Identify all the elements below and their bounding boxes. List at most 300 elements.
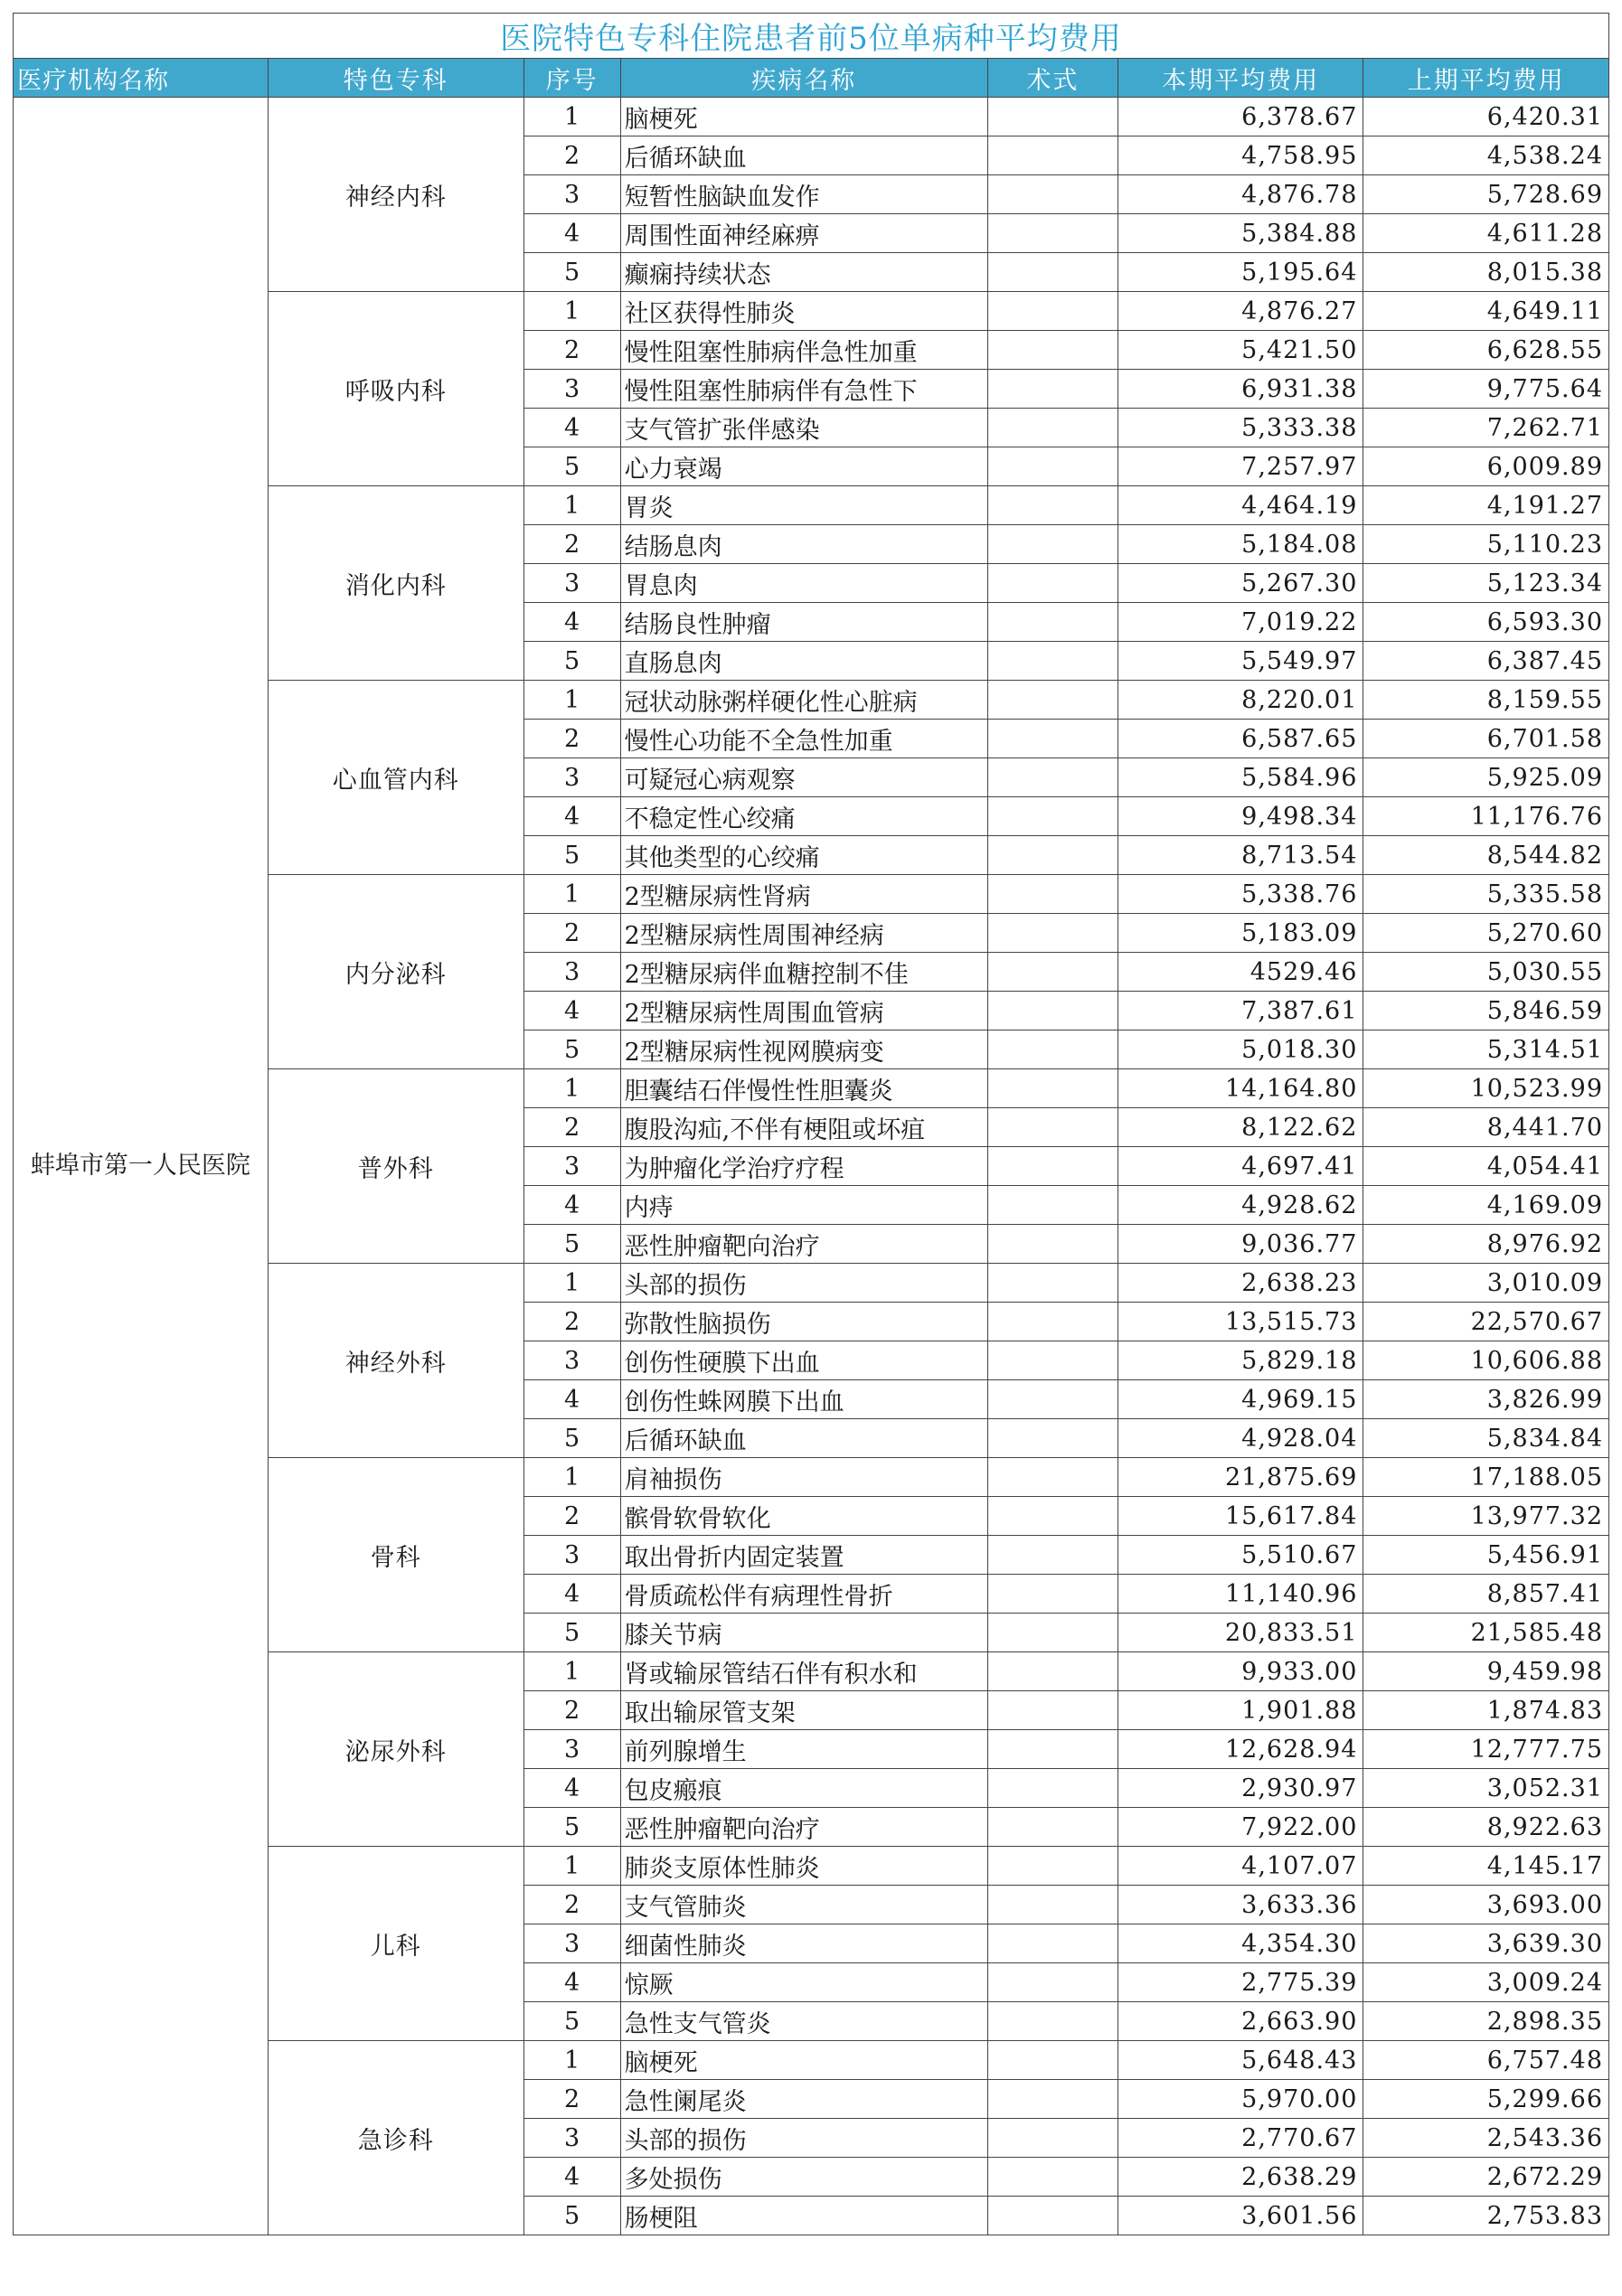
seq-cell: 3 <box>523 175 620 214</box>
disease-cell: 癫痫持续状态 <box>620 253 987 292</box>
disease-cell: 可疑冠心病观察 <box>620 758 987 797</box>
previous-cost-cell: 12,777.75 <box>1363 1730 1609 1769</box>
current-cost-cell: 7,387.61 <box>1117 992 1363 1030</box>
seq-cell: 2 <box>523 1303 620 1341</box>
disease-cell: 周围性面神经麻痹 <box>620 214 987 253</box>
procedure-cell <box>987 603 1117 642</box>
current-cost-cell: 8,220.01 <box>1117 681 1363 720</box>
procedure-cell <box>987 1769 1117 1808</box>
table-title: 医院特色专科住院患者前5位单病种平均费用 <box>14 14 1609 59</box>
procedure-cell <box>987 1264 1117 1303</box>
disease-cell: 肾或输尿管结石伴有积水和 <box>620 1652 987 1691</box>
seq-cell: 3 <box>523 1730 620 1769</box>
disease-cell: 直肠息肉 <box>620 642 987 681</box>
procedure-cell <box>987 1847 1117 1886</box>
seq-cell: 5 <box>523 1030 620 1069</box>
disease-cell: 不稳定性心绞痛 <box>620 797 987 836</box>
disease-cell: 肺炎支原体性肺炎 <box>620 1847 987 1886</box>
disease-cell: 前列腺增生 <box>620 1730 987 1769</box>
seq-cell: 2 <box>523 720 620 758</box>
previous-cost-cell: 5,925.09 <box>1363 758 1609 797</box>
current-cost-cell: 4,107.07 <box>1117 1847 1363 1886</box>
procedure-cell <box>987 720 1117 758</box>
header-current-cost: 本期平均费用 <box>1117 59 1363 98</box>
seq-cell: 1 <box>523 681 620 720</box>
disease-cell: 急性阑尾炎 <box>620 2080 987 2119</box>
seq-cell: 1 <box>523 1847 620 1886</box>
previous-cost-cell: 5,728.69 <box>1363 175 1609 214</box>
seq-cell: 1 <box>523 1069 620 1108</box>
procedure-cell <box>987 175 1117 214</box>
seq-cell: 4 <box>523 2158 620 2197</box>
seq-cell: 5 <box>523 1225 620 1264</box>
previous-cost-cell: 4,191.27 <box>1363 486 1609 525</box>
procedure-cell <box>987 525 1117 564</box>
current-cost-cell: 5,384.88 <box>1117 214 1363 253</box>
previous-cost-cell: 2,898.35 <box>1363 2002 1609 2041</box>
procedure-cell <box>987 2197 1117 2235</box>
current-cost-cell: 5,648.43 <box>1117 2041 1363 2080</box>
current-cost-cell: 4,928.04 <box>1117 1419 1363 1458</box>
seq-cell: 4 <box>523 603 620 642</box>
procedure-cell <box>987 486 1117 525</box>
procedure-cell <box>987 214 1117 253</box>
seq-cell: 3 <box>523 953 620 992</box>
previous-cost-cell: 17,188.05 <box>1363 1458 1609 1497</box>
seq-cell: 2 <box>523 914 620 953</box>
seq-cell: 3 <box>523 370 620 409</box>
disease-cell: 心力衰竭 <box>620 447 987 486</box>
previous-cost-cell: 22,570.67 <box>1363 1303 1609 1341</box>
procedure-cell <box>987 564 1117 603</box>
procedure-cell <box>987 914 1117 953</box>
disease-cell: 肠梗阻 <box>620 2197 987 2235</box>
current-cost-cell: 4529.46 <box>1117 953 1363 992</box>
current-cost-cell: 3,633.36 <box>1117 1886 1363 1924</box>
specialty-cell: 内分泌科 <box>268 875 523 1069</box>
disease-cell: 2型糖尿病性周围神经病 <box>620 914 987 953</box>
previous-cost-cell: 13,977.32 <box>1363 1497 1609 1536</box>
previous-cost-cell: 8,922.63 <box>1363 1808 1609 1847</box>
seq-cell: 5 <box>523 1808 620 1847</box>
current-cost-cell: 5,421.50 <box>1117 331 1363 370</box>
procedure-cell <box>987 2158 1117 2197</box>
current-cost-cell: 20,833.51 <box>1117 1614 1363 1652</box>
procedure-cell <box>987 1575 1117 1614</box>
disease-cell: 为肿瘤化学治疗疗程 <box>620 1147 987 1186</box>
procedure-cell <box>987 136 1117 175</box>
table-row <box>14 98 1609 136</box>
procedure-cell <box>987 1652 1117 1691</box>
specialty-cell: 神经外科 <box>268 1264 523 1458</box>
previous-cost-cell: 8,544.82 <box>1363 836 1609 875</box>
procedure-cell <box>987 1069 1117 1108</box>
current-cost-cell: 4,876.78 <box>1117 175 1363 214</box>
current-cost-cell: 4,758.95 <box>1117 136 1363 175</box>
procedure-cell <box>987 1458 1117 1497</box>
specialty-cell: 呼吸内科 <box>268 292 523 486</box>
previous-cost-cell: 6,009.89 <box>1363 447 1609 486</box>
seq-cell: 1 <box>523 486 620 525</box>
disease-cell: 创伤性蛛网膜下出血 <box>620 1380 987 1419</box>
seq-cell: 2 <box>523 136 620 175</box>
seq-cell: 4 <box>523 1186 620 1225</box>
disease-cell: 结肠息肉 <box>620 525 987 564</box>
current-cost-cell: 9,036.77 <box>1117 1225 1363 1264</box>
procedure-cell <box>987 1886 1117 1924</box>
procedure-cell <box>987 1497 1117 1536</box>
current-cost-cell: 6,378.67 <box>1117 98 1363 136</box>
procedure-cell <box>987 1186 1117 1225</box>
previous-cost-cell: 8,976.92 <box>1363 1225 1609 1264</box>
current-cost-cell: 15,617.84 <box>1117 1497 1363 1536</box>
current-cost-cell: 5,195.64 <box>1117 253 1363 292</box>
current-cost-cell: 2,638.23 <box>1117 1264 1363 1303</box>
procedure-cell <box>987 1536 1117 1575</box>
disease-cell: 慢性心功能不全急性加重 <box>620 720 987 758</box>
specialty-cell: 神经内科 <box>268 98 523 292</box>
seq-cell: 1 <box>523 2041 620 2080</box>
seq-cell: 2 <box>523 1497 620 1536</box>
disease-cell: 内痔 <box>620 1186 987 1225</box>
current-cost-cell: 11,140.96 <box>1117 1575 1363 1614</box>
procedure-cell <box>987 681 1117 720</box>
procedure-cell <box>987 1108 1117 1147</box>
disease-cell: 慢性阻塞性肺病伴有急性下 <box>620 370 987 409</box>
current-cost-cell: 4,928.62 <box>1117 1186 1363 1225</box>
disease-cell: 支气管扩张伴感染 <box>620 409 987 447</box>
disease-cell: 创伤性硬膜下出血 <box>620 1341 987 1380</box>
disease-cell: 脑梗死 <box>620 98 987 136</box>
previous-cost-cell: 8,441.70 <box>1363 1108 1609 1147</box>
procedure-cell <box>987 992 1117 1030</box>
current-cost-cell: 2,775.39 <box>1117 1963 1363 2002</box>
current-cost-cell: 8,713.54 <box>1117 836 1363 875</box>
seq-cell: 4 <box>523 409 620 447</box>
seq-cell: 3 <box>523 758 620 797</box>
disease-cell: 胆囊结石伴慢性性胆囊炎 <box>620 1069 987 1108</box>
previous-cost-cell: 1,874.83 <box>1363 1691 1609 1730</box>
spreadsheet <box>13 13 1609 2235</box>
seq-cell: 5 <box>523 447 620 486</box>
previous-cost-cell: 8,159.55 <box>1363 681 1609 720</box>
seq-cell: 4 <box>523 1963 620 2002</box>
previous-cost-cell: 6,628.55 <box>1363 331 1609 370</box>
disease-cell: 头部的损伤 <box>620 1264 987 1303</box>
disease-cell: 膝关节病 <box>620 1614 987 1652</box>
procedure-cell <box>987 2002 1117 2041</box>
procedure-cell <box>987 253 1117 292</box>
seq-cell: 1 <box>523 875 620 914</box>
disease-cell: 腹股沟疝,不伴有梗阻或坏疽 <box>620 1108 987 1147</box>
current-cost-cell: 8,122.62 <box>1117 1108 1363 1147</box>
disease-cell: 慢性阻塞性肺病伴急性加重 <box>620 331 987 370</box>
seq-cell: 3 <box>523 1341 620 1380</box>
previous-cost-cell: 21,585.48 <box>1363 1614 1609 1652</box>
current-cost-cell: 5,970.00 <box>1117 2080 1363 2119</box>
previous-cost-cell: 11,176.76 <box>1363 797 1609 836</box>
procedure-cell <box>987 797 1117 836</box>
current-cost-cell: 5,510.67 <box>1117 1536 1363 1575</box>
procedure-cell <box>987 370 1117 409</box>
procedure-cell <box>987 1691 1117 1730</box>
disease-cell: 恶性肿瘤靶向治疗 <box>620 1225 987 1264</box>
previous-cost-cell: 5,299.66 <box>1363 2080 1609 2119</box>
header-previous-cost: 上期平均费用 <box>1363 59 1609 98</box>
current-cost-cell: 14,164.80 <box>1117 1069 1363 1108</box>
previous-cost-cell: 3,826.99 <box>1363 1380 1609 1419</box>
header-row <box>14 59 1609 98</box>
disease-cell: 弥散性脑损伤 <box>620 1303 987 1341</box>
disease-cell: 肩袖损伤 <box>620 1458 987 1497</box>
header-seq: 序号 <box>523 59 620 98</box>
seq-cell: 1 <box>523 1264 620 1303</box>
procedure-cell <box>987 2080 1117 2119</box>
previous-cost-cell: 4,054.41 <box>1363 1147 1609 1186</box>
current-cost-cell: 5,829.18 <box>1117 1341 1363 1380</box>
procedure-cell <box>987 758 1117 797</box>
previous-cost-cell: 5,834.84 <box>1363 1419 1609 1458</box>
procedure-cell <box>987 1380 1117 1419</box>
previous-cost-cell: 5,030.55 <box>1363 953 1609 992</box>
current-cost-cell: 6,931.38 <box>1117 370 1363 409</box>
seq-cell: 3 <box>523 2119 620 2158</box>
seq-cell: 2 <box>523 1108 620 1147</box>
procedure-cell <box>987 642 1117 681</box>
current-cost-cell: 21,875.69 <box>1117 1458 1363 1497</box>
current-cost-cell: 4,354.30 <box>1117 1924 1363 1963</box>
seq-cell: 5 <box>523 1614 620 1652</box>
previous-cost-cell: 5,123.34 <box>1363 564 1609 603</box>
current-cost-cell: 5,584.96 <box>1117 758 1363 797</box>
procedure-cell <box>987 1419 1117 1458</box>
procedure-cell <box>987 2041 1117 2080</box>
current-cost-cell: 3,601.56 <box>1117 2197 1363 2235</box>
previous-cost-cell: 4,169.09 <box>1363 1186 1609 1225</box>
current-cost-cell: 9,498.34 <box>1117 797 1363 836</box>
current-cost-cell: 4,969.15 <box>1117 1380 1363 1419</box>
seq-cell: 5 <box>523 642 620 681</box>
previous-cost-cell: 6,701.58 <box>1363 720 1609 758</box>
disease-cell: 胃炎 <box>620 486 987 525</box>
procedure-cell <box>987 2119 1117 2158</box>
current-cost-cell: 7,019.22 <box>1117 603 1363 642</box>
previous-cost-cell: 3,693.00 <box>1363 1886 1609 1924</box>
procedure-cell <box>987 292 1117 331</box>
previous-cost-cell: 8,857.41 <box>1363 1575 1609 1614</box>
previous-cost-cell: 5,846.59 <box>1363 992 1609 1030</box>
previous-cost-cell: 6,593.30 <box>1363 603 1609 642</box>
current-cost-cell: 5,333.38 <box>1117 409 1363 447</box>
disease-cell: 2型糖尿病性肾病 <box>620 875 987 914</box>
current-cost-cell: 6,587.65 <box>1117 720 1363 758</box>
previous-cost-cell: 4,649.11 <box>1363 292 1609 331</box>
table-body <box>14 98 1609 2235</box>
procedure-cell <box>987 1303 1117 1341</box>
header-specialty: 特色专科 <box>268 59 523 98</box>
specialty-cell: 骨科 <box>268 1458 523 1652</box>
disease-cell: 髌骨软骨软化 <box>620 1497 987 1536</box>
specialty-cell: 消化内科 <box>268 486 523 681</box>
seq-cell: 2 <box>523 331 620 370</box>
procedure-cell <box>987 331 1117 370</box>
procedure-cell <box>987 1614 1117 1652</box>
header-procedure: 术式 <box>987 59 1117 98</box>
disease-cell: 冠状动脉粥样硬化性心脏病 <box>620 681 987 720</box>
current-cost-cell: 5,338.76 <box>1117 875 1363 914</box>
current-cost-cell: 5,018.30 <box>1117 1030 1363 1069</box>
seq-cell: 4 <box>523 1380 620 1419</box>
procedure-cell <box>987 875 1117 914</box>
disease-cell: 包皮瘢痕 <box>620 1769 987 1808</box>
previous-cost-cell: 5,110.23 <box>1363 525 1609 564</box>
previous-cost-cell: 9,775.64 <box>1363 370 1609 409</box>
current-cost-cell: 1,901.88 <box>1117 1691 1363 1730</box>
disease-cell: 2型糖尿病性周围血管病 <box>620 992 987 1030</box>
previous-cost-cell: 2,753.83 <box>1363 2197 1609 2235</box>
procedure-cell <box>987 1924 1117 1963</box>
seq-cell: 5 <box>523 253 620 292</box>
previous-cost-cell: 7,262.71 <box>1363 409 1609 447</box>
previous-cost-cell: 6,757.48 <box>1363 2041 1609 2080</box>
disease-cell: 后循环缺血 <box>620 1419 987 1458</box>
seq-cell: 3 <box>523 564 620 603</box>
seq-cell: 1 <box>523 1652 620 1691</box>
procedure-cell <box>987 1341 1117 1380</box>
previous-cost-cell: 4,611.28 <box>1363 214 1609 253</box>
seq-cell: 5 <box>523 2002 620 2041</box>
previous-cost-cell: 10,606.88 <box>1363 1341 1609 1380</box>
seq-cell: 1 <box>523 98 620 136</box>
disease-cell: 后循环缺血 <box>620 136 987 175</box>
disease-cell: 2型糖尿病性视网膜病变 <box>620 1030 987 1069</box>
seq-cell: 1 <box>523 1458 620 1497</box>
seq-cell: 5 <box>523 2197 620 2235</box>
seq-cell: 2 <box>523 525 620 564</box>
seq-cell: 2 <box>523 1886 620 1924</box>
specialty-cell: 泌尿外科 <box>268 1652 523 1847</box>
disease-cell: 细菌性肺炎 <box>620 1924 987 1963</box>
procedure-cell <box>987 1030 1117 1069</box>
procedure-cell <box>987 1730 1117 1769</box>
procedure-cell <box>987 1147 1117 1186</box>
previous-cost-cell: 8,015.38 <box>1363 253 1609 292</box>
previous-cost-cell: 5,270.60 <box>1363 914 1609 953</box>
seq-cell: 3 <box>523 1536 620 1575</box>
header-disease: 疾病名称 <box>620 59 987 98</box>
seq-cell: 3 <box>523 1147 620 1186</box>
previous-cost-cell: 6,420.31 <box>1363 98 1609 136</box>
previous-cost-cell: 4,538.24 <box>1363 136 1609 175</box>
cost-table <box>13 13 1609 2235</box>
current-cost-cell: 7,257.97 <box>1117 447 1363 486</box>
disease-cell: 头部的损伤 <box>620 2119 987 2158</box>
current-cost-cell: 7,922.00 <box>1117 1808 1363 1847</box>
seq-cell: 4 <box>523 992 620 1030</box>
procedure-cell <box>987 409 1117 447</box>
procedure-cell <box>987 1225 1117 1264</box>
previous-cost-cell: 3,052.31 <box>1363 1769 1609 1808</box>
disease-cell: 社区获得性肺炎 <box>620 292 987 331</box>
specialty-cell: 心血管内科 <box>268 681 523 875</box>
specialty-cell: 普外科 <box>268 1069 523 1264</box>
disease-cell: 短暂性脑缺血发作 <box>620 175 987 214</box>
previous-cost-cell: 6,387.45 <box>1363 642 1609 681</box>
specialty-cell: 儿科 <box>268 1847 523 2041</box>
seq-cell: 5 <box>523 836 620 875</box>
current-cost-cell: 5,184.08 <box>1117 525 1363 564</box>
previous-cost-cell: 5,456.91 <box>1363 1536 1609 1575</box>
current-cost-cell: 2,770.67 <box>1117 2119 1363 2158</box>
disease-cell: 支气管肺炎 <box>620 1886 987 1924</box>
seq-cell: 1 <box>523 292 620 331</box>
disease-cell: 取出输尿管支架 <box>620 1691 987 1730</box>
seq-cell: 5 <box>523 1419 620 1458</box>
seq-cell: 2 <box>523 1691 620 1730</box>
current-cost-cell: 4,464.19 <box>1117 486 1363 525</box>
disease-cell: 结肠良性肿瘤 <box>620 603 987 642</box>
previous-cost-cell: 3,010.09 <box>1363 1264 1609 1303</box>
disease-cell: 脑梗死 <box>620 2041 987 2080</box>
current-cost-cell: 4,697.41 <box>1117 1147 1363 1186</box>
seq-cell: 3 <box>523 1924 620 1963</box>
disease-cell: 惊厥 <box>620 1963 987 2002</box>
previous-cost-cell: 2,672.29 <box>1363 2158 1609 2197</box>
current-cost-cell: 5,267.30 <box>1117 564 1363 603</box>
seq-cell: 4 <box>523 1769 620 1808</box>
seq-cell: 4 <box>523 214 620 253</box>
current-cost-cell: 2,930.97 <box>1117 1769 1363 1808</box>
previous-cost-cell: 4,145.17 <box>1363 1847 1609 1886</box>
previous-cost-cell: 2,543.36 <box>1363 2119 1609 2158</box>
procedure-cell <box>987 836 1117 875</box>
procedure-cell <box>987 1808 1117 1847</box>
current-cost-cell: 13,515.73 <box>1117 1303 1363 1341</box>
disease-cell: 急性支气管炎 <box>620 2002 987 2041</box>
procedure-cell <box>987 1963 1117 2002</box>
seq-cell: 4 <box>523 797 620 836</box>
disease-cell: 2型糖尿病伴血糖控制不佳 <box>620 953 987 992</box>
disease-cell: 胃息肉 <box>620 564 987 603</box>
seq-cell: 2 <box>523 2080 620 2119</box>
disease-cell: 恶性肿瘤靶向治疗 <box>620 1808 987 1847</box>
seq-cell: 4 <box>523 1575 620 1614</box>
disease-cell: 其他类型的心绞痛 <box>620 836 987 875</box>
current-cost-cell: 12,628.94 <box>1117 1730 1363 1769</box>
previous-cost-cell: 10,523.99 <box>1363 1069 1609 1108</box>
current-cost-cell: 5,549.97 <box>1117 642 1363 681</box>
previous-cost-cell: 5,314.51 <box>1363 1030 1609 1069</box>
current-cost-cell: 4,876.27 <box>1117 292 1363 331</box>
disease-cell: 取出骨折内固定装置 <box>620 1536 987 1575</box>
previous-cost-cell: 3,009.24 <box>1363 1963 1609 2002</box>
disease-cell: 多处损伤 <box>620 2158 987 2197</box>
current-cost-cell: 2,663.90 <box>1117 2002 1363 2041</box>
specialty-cell: 急诊科 <box>268 2041 523 2235</box>
procedure-cell <box>987 447 1117 486</box>
current-cost-cell: 2,638.29 <box>1117 2158 1363 2197</box>
current-cost-cell: 9,933.00 <box>1117 1652 1363 1691</box>
previous-cost-cell: 3,639.30 <box>1363 1924 1609 1963</box>
disease-cell: 骨质疏松伴有病理性骨折 <box>620 1575 987 1614</box>
procedure-cell <box>987 98 1117 136</box>
procedure-cell <box>987 953 1117 992</box>
previous-cost-cell: 5,335.58 <box>1363 875 1609 914</box>
current-cost-cell: 5,183.09 <box>1117 914 1363 953</box>
institution-name-cell: 蚌埠市第一人民医院 <box>14 98 269 2235</box>
previous-cost-cell: 9,459.98 <box>1363 1652 1609 1691</box>
header-institution: 医疗机构名称 <box>14 59 269 98</box>
